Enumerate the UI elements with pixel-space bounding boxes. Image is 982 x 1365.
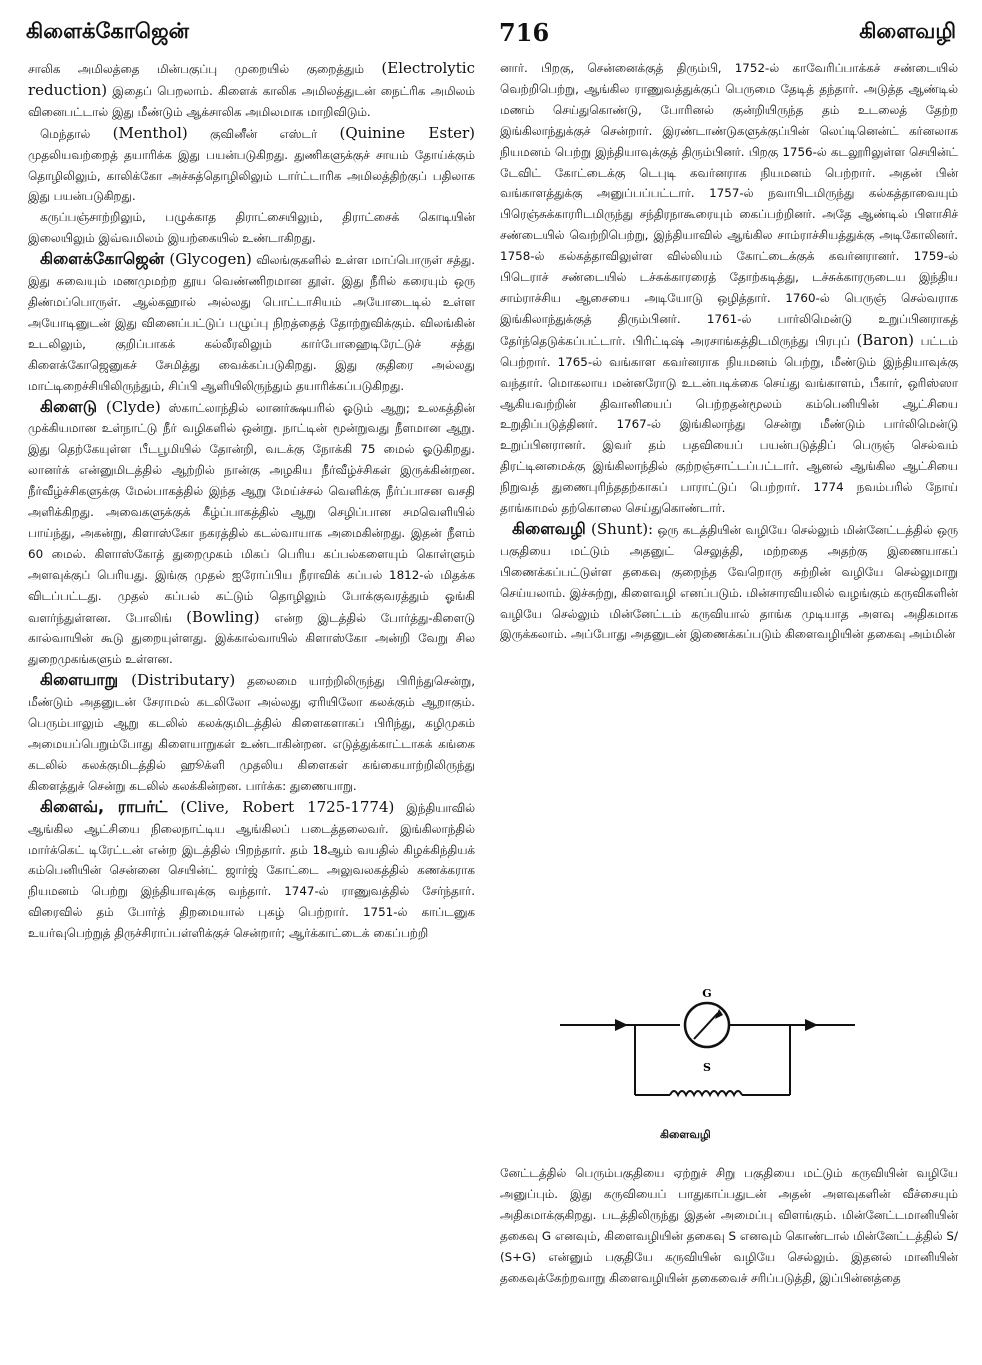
english-term: (Electrolytic reduction) bbox=[28, 59, 475, 99]
entry-clive bbox=[28, 797, 475, 944]
english-term: (Shunt): bbox=[585, 519, 654, 538]
entry-glycogen bbox=[28, 249, 475, 396]
headword: கிளைடு bbox=[40, 396, 97, 416]
entry-shunt bbox=[500, 519, 958, 645]
text: கருப்பஞ்சாற்றிலும், பழுக்காத திராட்சையிலும், திராட்சைக் கொடியின் இலையிலும் இவ்வமிலம் இயற்கையில் உண்டாகிறது. bbox=[28, 210, 475, 246]
english-term: (Bowling) bbox=[186, 607, 260, 626]
page-header bbox=[26, 14, 956, 50]
entry-text: ஒரு கடத்தியின் வழியே செல்லும் மின்னேட்டத்தில் ஒரு பகுதியை மட்டும் அதனுட் செலுத்தி, மற்றதை அதற்கு இணையாகப் பிணைக்கப்பட்டுள்ள தகைவு குறைந்த வேறொரு சுற்றின் வழியே செல்லுமாறு செய்யலாம். இச்சுற்று, கிளைவழி எனப்படும். மின்சாரவியலில் வழங்கும் கருவிகளின் வழியே செல்லும் மின்னேட்டம் கருவியால் தாங்க முடியாத அளவு அதிகமாக இருக்கலாம். அப்போது அதனுடன் இணைக்கப்படும் கிளைவழியின் தகைவு அம்மின் bbox=[500, 522, 959, 642]
figure-caption: கிளைவழி bbox=[660, 1128, 711, 1141]
label-s: S bbox=[703, 1061, 711, 1074]
text: சாலிக அமிலத்தை மின்பகுப்பு முறையில் குறைத்தும் bbox=[28, 62, 382, 76]
running-head-right: கிளைவழி bbox=[859, 18, 956, 43]
headword: கிளைக்கோஜென் bbox=[40, 249, 165, 269]
entry-clive-continued bbox=[500, 58, 958, 519]
arrow-icon bbox=[615, 1019, 628, 1031]
english-term: (Baron) bbox=[856, 330, 914, 349]
entry-text: தலைமை யாற்றிலிருந்து பிரிந்துசென்று, மீண்டும் அதனுடன் சேராமல் கடலிலோ அல்லது ஏரியிலோ கலக்கும் ஆறாகும். பெரும்பாலும் ஆறு கடலில் கலக்குமிடத்தில் கிளைகளாகப் பிரிந்து, கழிமுகம் அமையப்பெறும்போது கிளையாறுகள் உண்டாகின்றன. எடுத்துக்காட்டாகக் கங்கை கடலில் கலக்குமிடத்தில் ஹூக்ளி முதலிய கிளைகள் கங்கையாற்றிலிருந்து கிளைத்துச் சென்று கடலில் கலக்கின்றன. பார்க்க: துணையாறு. bbox=[28, 674, 475, 793]
english-term: (Distributary) bbox=[118, 671, 236, 690]
shunt-circuit-diagram bbox=[560, 975, 860, 1125]
label-g: G bbox=[702, 987, 712, 1000]
text: முதலியவற்றைத் தயாரிக்க இது பயன்படுகிறது. துணிகளுக்குச் சாயம் தோய்க்கும் தொழிலிலும், காலிக்கோ அச்சுத்தொழிலிலும் டார்ட்டாரிக அமிலத்திற்குப் பதிலாக இது பயன்படுகிறது. bbox=[28, 147, 475, 204]
headword: கிளைவ், ராபர்ட் bbox=[40, 796, 168, 816]
page-number: 716 bbox=[499, 17, 550, 47]
text: குவினீன் எஸ்டர் bbox=[187, 126, 340, 141]
paragraph bbox=[28, 58, 475, 123]
english-term: (Clive, Robert 1725-1774) bbox=[167, 797, 395, 816]
entry-text: இந்தியாவில் ஆங்கில ஆட்சியை நிலைநாட்டிய ஆங்கிலப் படைத்தலைவர். இங்கிலாந்தில் மார்க்கெட் டிரேட்டன் என்ற இடத்தில் பிறந்தார். தம் 18ஆம் வயதில் கிழக்கிந்தியக் கம்பெனியின் சென்னை செயின்ட் ஜார்ஜ் கோட்டை அலுவலகத்தில் கணக்கராக நியமனம் பெற்று இந்தியாவுக்கு வந்தார். 1747-ல் ராணுவத்தில் சேர்ந்தார். விரைவில் தம் போர்த் திறமையால் புகழ் பெற்றார். 1751-ல் காப்டனுக உயர்வுபெற்றுத் திருச்சிராப்பள்ளிக்குச் சென்றார்; ஆர்க்காட்டைக் கைப்பற்றி bbox=[28, 800, 475, 941]
entry-distributary bbox=[28, 670, 475, 796]
english-term: (Clyde) bbox=[96, 397, 161, 416]
entry-text: பட்டம் பெற்றார். 1765-ல் வங்காள கவர்னராக நியமனம் பெற்று, மீண்டும் இந்தியாவுக்கு வந்தார். மொகலாய மன்னரோடு உடன்படிக்கை செய்து வங்காளம், பீகார், ஒரிஸ்ஸா ஆகியவற்றின் திவானியைப் பெற்றதன்மூலம் கம்பெனியின் ஆட்சியை உறுதிப்படுத்தினர். 1767-ல் இங்கிலாந்து சென்று மீண்டும் பார்லிமென்டு உறுப்பினரானர். இவர் தம் பதவியைப் பயன்படுத்திப் பெருஞ் செல்வம் திரட்டினமைக்கு இங்கிலாந்தில் குற்றஞ்சாட்டப்பட்டார். ஆனல் ஆங்கில ஆட்சியை நிறுவத் துணைபுரிந்ததற்காகப் பாராட்டுப் பெற்றார். 1774 நவம்பரில் நோய் தாங்காமல் தற்கொலை செய்துகொண்டார். bbox=[500, 333, 959, 516]
entry-text: என்ற இடத்தில் போர்த்து-கிளைடு கால்வாயின் கூடு துறையுள்ளது. இக்கால்வாயில் கிளாஸ்கோ அன்றி வேறு சில துறைமுகங்களும் உள்ளன. bbox=[28, 610, 475, 667]
needle bbox=[694, 1013, 718, 1039]
entry-text: ஸ்காட்லாந்தில் லானர்க்ஷயரில் ஓடும் ஆறு; உலகத்தின் முக்கியமான உள்நாட்டு நீர் வழிகளில் ஒன்று. நாட்டின் மூன்றுவது நீளமான ஆறு. இது தெற்கேயுள்ள பீடபூமியில் தோன்றி, வடக்கு நோக்கி 75 மைல் ஓடுகிறது. லானர்க் என்னுமிடத்தில் ஆற்றில் நான்கு அழகிய நீர்வீழ்ச்சிகள் இருக்கின்றன. நீர்வீழ்ச்சிகளுக்கு மேல்பாகத்தில் இந்த ஆறு மேய்ச்சல் வெளிக்கு நீர்ப்பாசன வசதி அளிக்கிறது. அவைகளுக்குக் கீழ்ப்பாகத்தில் ஆறு செழிப்பான சமவெளியில் பாய்ந்து, அகன்று, கிளாஸ்கோ நகரத்தில் கடல்வாயாக அமைகின்றது. இதன் நீளம் 60 மைல். கிளாஸ்கோத் துறைமுகம் மிகப் பெரிய கப்பல்களையும் கொள்ளும் அளவுக்குப் பெரியது. இங்கு முதல் ஐரோப்பிய நீராவிக் கப்பல் 1812-ல் மிதக்க விடப்பட்டது. முதல் கப்பல் கட்டும் தொழிலும் போக்குவரத்தும் ஓங்கி வளர்ந்துள்ளன. போலிங் bbox=[28, 400, 475, 625]
entry-text: னார். பிறகு, சென்னைக்குத் திரும்பி, 1752-ல் காவேரிப்பாக்கச் சண்டையில் வெற்றிபெற்று, ஆங்கில ராணுவத்துக்குப் பெருமை தேடித் தந்தார். அடுத்த ஆண்டில் மணம் செய்துகொண்டு, போரினல் குன்றியிருந்த தம் உடலைத் தேற்ற இங்கிலாந்துக்குச் சென்றார். இரண்டாண்டுகளுக்குப்பின் லெப்டினென்ட் கர்னலாக நியமனம் பெற்று இந்தியாவுக்குத் திரும்பினர். பிறகு 1756-ல் கடலூரிலுள்ள செயின்ட் டேவிட் கோட்டைக்கு டெபுடி கவர்னராக நியமனம் பெற்றார். அதன் பின் வங்காளத்துக்கு அனுப்பப்பட்டார். 1757-ல் நவாபிடமிருந்து கல்கத்தாவையும் பிரெஞ்சுக்காரரிடமிருந்து சந்திரநாகூரையும் கைப்பற்றினர். அதே ஆண்டில் பிளாசிச் சண்டையில் வெற்றிபெற்று, இந்தியாவில் ஆங்கில சாம்ராச்சியத்துக்கு அடிகோலினர். 1758-ல் கல்கத்தாவிலுள்ள வில்லியம் கோட்டைக்குக் கவர்னரானர். 1759-ல் பிடெராச் சண்டையில் டச்சுக்காரரைத் தோற்கடித்து, டச்சுக்காரருடைய இந்திய சாம்ராச்சிய ஆசையை அடியோடு ஒழித்தார். 1760-ல் பெருஞ் செல்வராக இங்கிலாந்துக்குத் திரும்பினர். 1761-ல் பார்லிமென்டு உறுப்பினராகத் தேர்ந்தெடுக்கப்பட்டார். பிரிட்டிஷ் அரசாங்கத்திடமிருந்து பிரபுப் bbox=[500, 61, 958, 348]
right-column bbox=[500, 58, 958, 645]
left-column bbox=[28, 58, 475, 944]
english-term: (Quinine Ester) bbox=[339, 123, 476, 142]
right-column-bottom bbox=[500, 1163, 958, 1288]
english-term: (Menthol) bbox=[112, 123, 188, 142]
resistor-coil bbox=[670, 1091, 742, 1095]
text: னேட்டத்தில் பெரும்பகுதியை ஏற்றுச் சிறு பகுதியை மட்டும் கருவியின் வழியே அனுப்பும். இது கருவியைப் பாதுகாப்பதுடன் அதன் அளவுகளின் வீச்சையும் அதிகமாக்குகிறது. படத்திலிருந்து இதன் அமைப்பு விளங்கும். மின்னேட்டமானியின் தகைவு G எனவும், கிளைவழியின் தகைவு S எனவும் கொண்டால் மின்னேட்டத்தில் S/ (S+G) என்னும் பகுதியே கருவியின் வழியே செல்லும். இதனல் மானியின் தகைவுக்கேற்றவாறு கிளைவழியின் தகைவைச் சரிப்படுத்தி, இப்பின்னத்தை bbox=[500, 1166, 958, 1285]
paragraph bbox=[28, 207, 475, 249]
entry-clyde bbox=[28, 397, 475, 671]
text: மெந்தால் bbox=[40, 126, 113, 141]
headword: கிளையாறு bbox=[40, 670, 119, 690]
entry-text: விலங்குகளில் உள்ள மாப்பொருள் சத்து. இது சுவையும் மணமுமற்ற தூய வெண்ணிறமான தூள். இது நீரில் கரையும் ஒரு திண்மப்பொருள். ஆல்கஹால் அல்லது பொட்டாசியம் அயோடைடில் உள்ள அயோடினுடன் இது வினைப்பட்டுப் பழுப்பு நிறத்தைத் தோற்றுவிக்கும். விலங்கின் உடலிலும், குறிப்பாகக் கல்லீரலிலும் கார்போஹைடிரேட்டுச் சத்து கிளைக்கோஜெனுகச் சேமித்து வைக்கப்படுகிறது. இது குதிரை அல்லது மாட்டிறைச்சியிலிருந்தும், சிப்பி ஆளியிலிருந்தும் தயாரிக்கப்படுகிறது. bbox=[28, 253, 475, 393]
paragraph bbox=[500, 1163, 958, 1288]
headword: கிளைவழி bbox=[512, 518, 586, 538]
paragraph bbox=[28, 123, 475, 208]
text: இதைப் பெறலாம். கிளைக் காலிக அமிலத்துடன் நைட்ரிக அமிலம் வினைபட்டால் இது மீண்டும் ஆக்சாலிக அமிலமாக மாறிவிடும். bbox=[28, 83, 475, 119]
running-head-left: கிளைக்கோஜென் bbox=[26, 18, 189, 43]
english-term: (Glycogen) bbox=[164, 250, 252, 269]
arrow-icon bbox=[805, 1019, 818, 1031]
